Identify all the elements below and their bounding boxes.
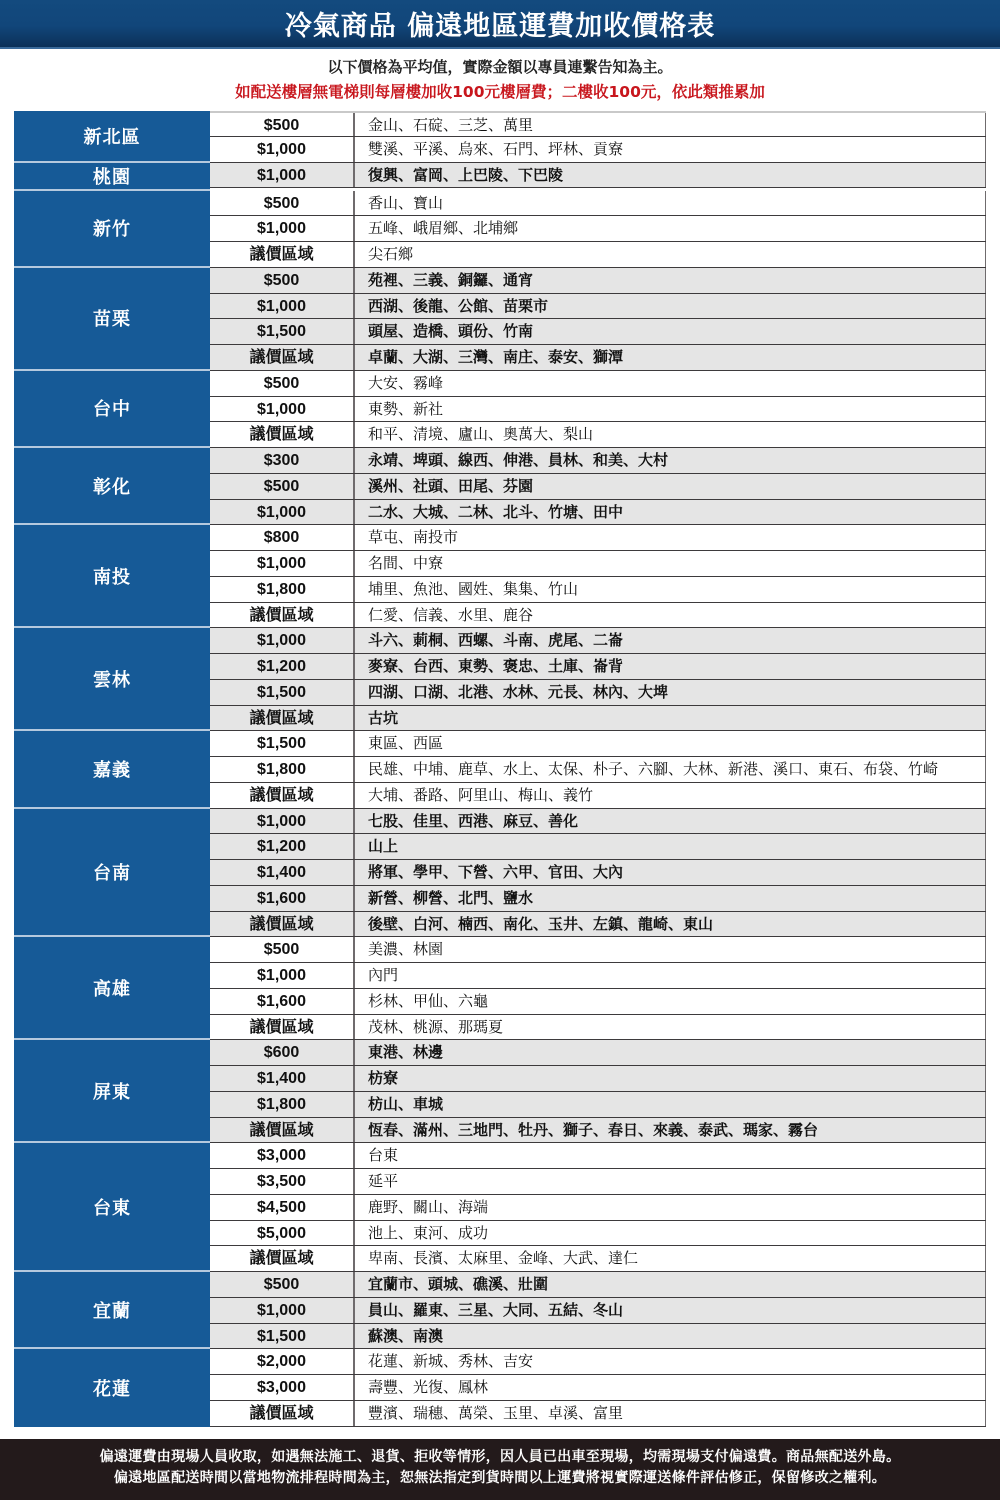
table-row — [210, 680, 986, 706]
table-row — [210, 371, 986, 397]
fee-cell: $1,000 — [210, 163, 355, 188]
areas-cell: 山上 — [355, 834, 986, 859]
table-row — [210, 111, 986, 137]
areas-cell: 尖石鄉 — [355, 242, 986, 267]
region-group — [14, 937, 986, 1040]
areas-cell: 七股、佳里、西港、麻豆、善化 — [355, 809, 986, 834]
region-group — [14, 448, 986, 525]
table-row — [210, 1246, 986, 1272]
areas-cell: 壽豐、光復、鳳林 — [355, 1375, 986, 1400]
table-row — [210, 1272, 986, 1298]
region-name: 新竹 — [14, 191, 210, 268]
fee-cell: $2,000 — [210, 1349, 355, 1374]
remote-fee-table — [14, 111, 986, 1427]
areas-cell: 花蓮、新城、秀林、吉安 — [355, 1349, 986, 1374]
table-row — [210, 500, 986, 526]
fee-cell: $500 — [210, 191, 355, 216]
table-row — [210, 216, 986, 242]
table-row — [210, 319, 986, 345]
areas-cell: 恆春、滿州、三地門、牡丹、獅子、春日、來義、泰武、瑪家、霧台 — [355, 1118, 986, 1143]
page-title: 冷氣商品 偏遠地區運費加收價格表 — [284, 11, 716, 42]
areas-cell: 東港、林邊 — [355, 1040, 986, 1065]
region-name: 宜蘭 — [14, 1272, 210, 1349]
fee-cell: 議價區域 — [210, 345, 355, 370]
region-name: 台東 — [14, 1143, 210, 1272]
fee-cell: 議價區域 — [210, 1246, 355, 1271]
areas-cell: 大埔、番路、阿里山、梅山、義竹 — [355, 783, 986, 808]
table-row — [210, 345, 986, 371]
areas-cell: 枋山、車城 — [355, 1092, 986, 1117]
areas-cell: 五峰、峨眉鄉、北埔鄉 — [355, 216, 986, 241]
fee-cell: 議價區域 — [210, 422, 355, 447]
table-row — [210, 551, 986, 577]
fee-cell: $500 — [210, 268, 355, 293]
fee-cell: $500 — [210, 1272, 355, 1297]
areas-cell: 杉林、甲仙、六龜 — [355, 989, 986, 1014]
areas-cell: 延平 — [355, 1169, 986, 1194]
average-price-note: 以下價格為平均值，實際金額以專員連繫告知為主。 — [327, 58, 673, 76]
fee-cell: $600 — [210, 1040, 355, 1065]
areas-cell: 溪州、社頭、田尾、芬園 — [355, 474, 986, 499]
areas-cell: 雙溪、平溪、烏來、石門、坪林、貢寮 — [355, 137, 986, 162]
areas-cell: 和平、清境、廬山、奧萬大、梨山 — [355, 422, 986, 447]
table-row — [210, 1040, 986, 1066]
table-row — [210, 860, 986, 886]
fee-cell: $1,000 — [210, 500, 355, 525]
table-row — [210, 989, 986, 1015]
fee-cell: $1,600 — [210, 886, 355, 911]
areas-cell: 卓蘭、大湖、三灣、南庄、泰安、獅潭 — [355, 345, 986, 370]
fee-cell: $1,000 — [210, 216, 355, 241]
region-name: 台中 — [14, 371, 210, 448]
table-row — [210, 163, 986, 189]
areas-cell: 古坑 — [355, 706, 986, 731]
region-group — [14, 1349, 986, 1426]
fee-cell: $4,500 — [210, 1195, 355, 1220]
table-row — [210, 268, 986, 294]
areas-cell: 茂林、桃源、那瑪夏 — [355, 1015, 986, 1040]
table-row — [210, 294, 986, 320]
region-group — [14, 731, 986, 808]
table-row — [210, 628, 986, 654]
table-row — [210, 963, 986, 989]
table-row — [210, 603, 986, 629]
areas-cell: 斗六、莿桐、西螺、斗南、虎尾、二崙 — [355, 628, 986, 653]
areas-cell: 將軍、學甲、下營、六甲、官田、大內 — [355, 860, 986, 885]
floor-fee-notice: 如配送樓層無電梯則每層樓加收100元樓層費；二樓收100元，依此類推累加 — [235, 83, 765, 101]
areas-cell: 新營、柳營、北門、鹽水 — [355, 886, 986, 911]
table-row — [210, 834, 986, 860]
fee-cell: 議價區域 — [210, 706, 355, 731]
areas-cell: 大安、霧峰 — [355, 371, 986, 396]
areas-cell: 苑裡、三義、銅鑼、通宵 — [355, 268, 986, 293]
table-row — [210, 937, 986, 963]
fee-cell: $1,800 — [210, 577, 355, 602]
region-group — [14, 809, 986, 938]
table-row — [210, 1092, 986, 1118]
areas-cell: 池上、東河、成功 — [355, 1221, 986, 1246]
region-group — [14, 191, 986, 268]
fee-cell: 議價區域 — [210, 1401, 355, 1426]
areas-cell: 後壁、白河、楠西、南化、玉井、左鎮、龍崎、東山 — [355, 912, 986, 937]
areas-cell: 台東 — [355, 1143, 986, 1168]
fee-cell: $3,000 — [210, 1375, 355, 1400]
region-group — [14, 268, 986, 371]
fee-cell: $500 — [210, 113, 355, 136]
table-row — [210, 731, 986, 757]
areas-cell: 員山、羅東、三星、大同、五結、冬山 — [355, 1298, 986, 1323]
table-row — [210, 1195, 986, 1221]
areas-cell: 二水、大城、二林、北斗、竹塘、田中 — [355, 500, 986, 525]
region-name: 苗栗 — [14, 268, 210, 371]
fee-cell: $5,000 — [210, 1221, 355, 1246]
fee-cell: 議價區域 — [210, 242, 355, 267]
fee-cell: $1,000 — [210, 137, 355, 162]
region-name: 高雄 — [14, 937, 210, 1040]
table-row — [210, 448, 986, 474]
table-row — [210, 1298, 986, 1324]
fee-cell: $500 — [210, 371, 355, 396]
region-group — [14, 371, 986, 448]
table-row — [210, 474, 986, 500]
region-name: 花蓮 — [14, 1349, 210, 1426]
fee-cell: $1,000 — [210, 963, 355, 988]
areas-cell: 仁愛、信義、水里、鹿谷 — [355, 603, 986, 628]
areas-cell: 豐濱、瑞穗、萬榮、玉里、卓溪、富里 — [355, 1401, 986, 1426]
table-row — [210, 886, 986, 912]
fee-cell: $800 — [210, 525, 355, 550]
footer-line-2: 偏遠地區配送時間以當地物流排程時間為主，恕無法指定到貨時間以上運費將視實際運送條件評估修正，保留修改之權利。 — [113, 1470, 887, 1486]
region-group — [14, 1272, 986, 1349]
areas-cell: 香山、寶山 — [355, 191, 986, 216]
region-group — [14, 163, 986, 191]
region-group — [14, 1040, 986, 1143]
region-name: 雲林 — [14, 628, 210, 731]
region-group — [14, 525, 986, 628]
table-row — [210, 1375, 986, 1401]
fee-cell: $3,000 — [210, 1143, 355, 1168]
areas-cell: 埔里、魚池、國姓、集集、竹山 — [355, 577, 986, 602]
fee-cell: $500 — [210, 474, 355, 499]
region-name: 嘉義 — [14, 731, 210, 808]
table-row — [210, 809, 986, 835]
table-row — [210, 1401, 986, 1427]
fee-cell: $1,500 — [210, 680, 355, 705]
region-name: 新北區 — [14, 111, 210, 163]
areas-cell: 美濃、林園 — [355, 937, 986, 962]
fee-cell: $1,500 — [210, 1324, 355, 1349]
fee-cell: $1,500 — [210, 731, 355, 756]
table-row — [210, 1221, 986, 1247]
fee-cell: $1,500 — [210, 319, 355, 344]
fee-cell: $1,000 — [210, 397, 355, 422]
table-row — [210, 1169, 986, 1195]
table-row — [210, 1066, 986, 1092]
fee-cell: $1,000 — [210, 551, 355, 576]
region-name: 屏東 — [14, 1040, 210, 1143]
areas-cell: 頭屋、造橋、頭份、竹南 — [355, 319, 986, 344]
region-name: 台南 — [14, 809, 210, 938]
table-row — [210, 191, 986, 217]
table-row — [210, 1015, 986, 1041]
areas-cell: 四湖、口湖、北港、水林、元長、林內、大埤 — [355, 680, 986, 705]
table-row — [210, 525, 986, 551]
table-row — [210, 783, 986, 809]
title-banner — [0, 0, 1000, 49]
areas-cell: 東勢、新社 — [355, 397, 986, 422]
table-row — [210, 1324, 986, 1350]
region-group — [14, 628, 986, 731]
areas-cell: 內門 — [355, 963, 986, 988]
fee-cell: $500 — [210, 937, 355, 962]
fee-cell: $1,400 — [210, 1066, 355, 1091]
fee-cell: $1,800 — [210, 757, 355, 782]
region-group — [14, 111, 986, 163]
areas-cell: 永靖、埤頭、線西、伸港、員林、和美、大村 — [355, 448, 986, 473]
footer-line-1: 偏遠運費由現場人員收取，如遇無法施工、退貨、拒收等情形，因人員已出車至現場，均需現場支付偏遠費。商品無配送外島。 — [99, 1449, 901, 1465]
fee-cell: $1,000 — [210, 294, 355, 319]
areas-cell: 枋寮 — [355, 1066, 986, 1091]
region-group — [14, 1143, 986, 1272]
table-row — [210, 757, 986, 783]
table-row — [210, 1349, 986, 1375]
areas-cell: 草屯、南投市 — [355, 525, 986, 550]
fee-cell: $1,200 — [210, 654, 355, 679]
fee-cell: 議價區域 — [210, 912, 355, 937]
footer-disclaimer — [0, 1439, 1000, 1500]
fee-cell: $300 — [210, 448, 355, 473]
fee-cell: 議價區域 — [210, 603, 355, 628]
table-row — [210, 654, 986, 680]
areas-cell: 麥寮、台西、東勢、褒忠、土庫、崙背 — [355, 654, 986, 679]
areas-cell: 西湖、後龍、公館、苗栗市 — [355, 294, 986, 319]
fee-cell: $1,000 — [210, 1298, 355, 1323]
fee-cell: 議價區域 — [210, 1015, 355, 1040]
fee-cell: 議價區域 — [210, 783, 355, 808]
areas-cell: 復興、富岡、上巴陵、下巴陵 — [355, 163, 986, 188]
areas-cell: 民雄、中埔、鹿草、水上、太保、朴子、六腳、大林、新港、溪口、東石、布袋、竹崎 — [355, 757, 986, 782]
areas-cell: 宜蘭市、頭城、礁溪、壯圍 — [355, 1272, 986, 1297]
areas-cell: 金山、石碇、三芝、萬里 — [355, 113, 986, 136]
fee-cell: $1,200 — [210, 834, 355, 859]
table-row — [210, 137, 986, 163]
table-row — [210, 1118, 986, 1144]
region-name: 桃園 — [14, 163, 210, 191]
areas-cell: 蘇澳、南澳 — [355, 1324, 986, 1349]
areas-cell: 名間、中寮 — [355, 551, 986, 576]
areas-cell: 卑南、長濱、太麻里、金峰、大武、達仁 — [355, 1246, 986, 1271]
fee-cell: $1,600 — [210, 989, 355, 1014]
fee-cell: 議價區域 — [210, 1118, 355, 1143]
fee-cell: $1,800 — [210, 1092, 355, 1117]
areas-cell: 東區、西區 — [355, 731, 986, 756]
table-row — [210, 422, 986, 448]
fee-cell: $1,000 — [210, 809, 355, 834]
region-name: 彰化 — [14, 448, 210, 525]
table-row — [210, 397, 986, 423]
table-row — [210, 706, 986, 732]
table-row — [210, 242, 986, 268]
areas-cell: 鹿野、關山、海端 — [355, 1195, 986, 1220]
table-row — [210, 1143, 986, 1169]
region-name: 南投 — [14, 525, 210, 628]
fee-cell: $1,000 — [210, 628, 355, 653]
fee-cell: $1,400 — [210, 860, 355, 885]
table-row — [210, 912, 986, 938]
table-row — [210, 577, 986, 603]
fee-cell: $3,500 — [210, 1169, 355, 1194]
